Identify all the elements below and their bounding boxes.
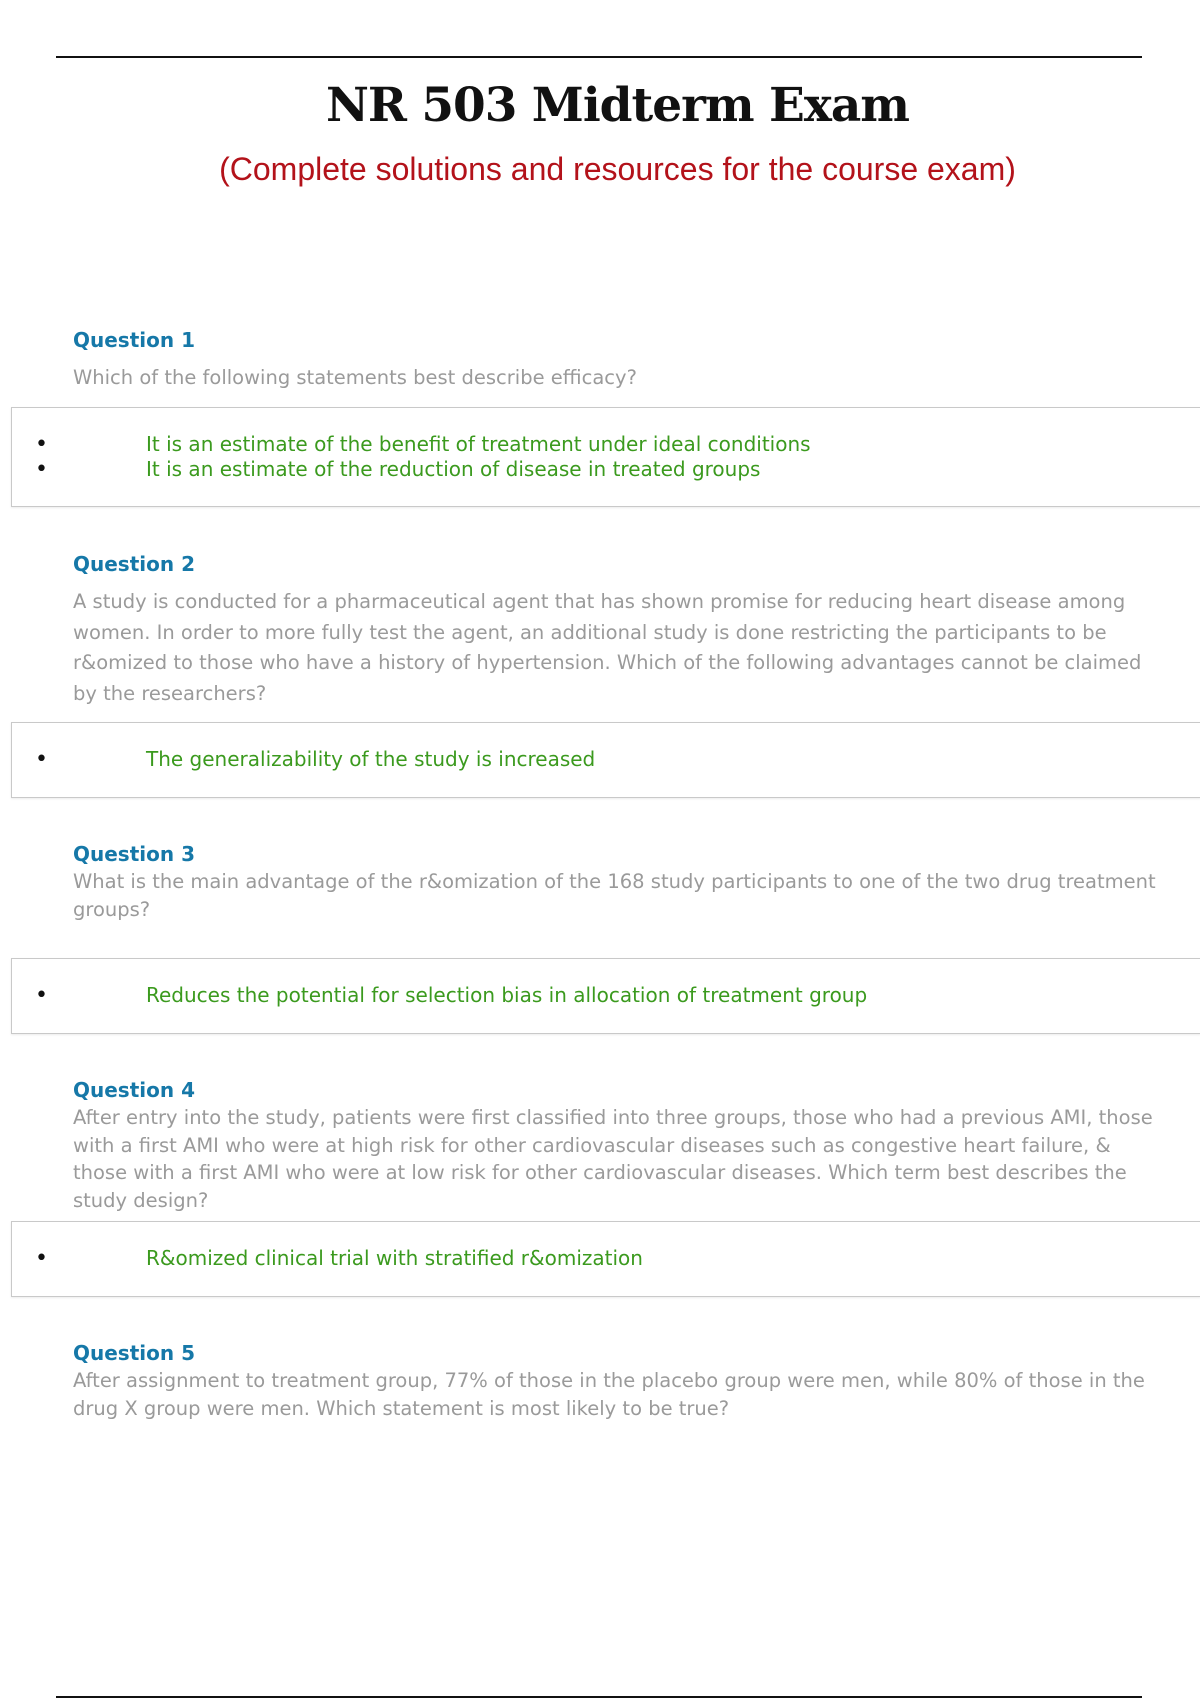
answer-item [12,1246,1200,1271]
answer-text: Reduces the potential for selection bias in allocation of treatment group [146,983,868,1007]
page-title: NR 503 Midterm Exam [325,78,910,133]
answer-text: It is an estimate of the benefit of treatment under ideal conditions [146,432,811,456]
question-3-text: What is the main advantage of the r&omization of the 168 study participants to one of the two drug treatment groups? [73,870,1156,921]
question-1-text: Which of the following statements best describe efficacy? [73,366,637,389]
answer-item [12,747,1200,772]
question-2-label: Question 2 [73,552,195,576]
bottom-rule [56,1696,1142,1698]
question-3-answer-box [11,958,1200,1034]
question-5-text: After assignment to treatment group, 77% of those in the placebo group were men, while 80% of those in the drug X group were men. Which statement is most likely to be true? [73,1369,1145,1420]
question-1-label: Question 1 [73,328,195,352]
bullet-icon: • [35,432,48,457]
question-4-label: Question 4 [73,1078,195,1102]
question-3-label: Question 3 [73,842,195,866]
top-rule [56,56,1142,58]
answer-item [12,457,1200,482]
question-2-answer-box [11,722,1200,798]
question-1-answer-box [11,407,1200,507]
question-5-label: Question 5 [73,1341,195,1365]
answer-item [12,983,1200,1008]
answer-text: R&omized clinical trial with stratified r&omization [146,1246,643,1270]
question-4-text: After entry into the study, patients were first classified into three groups, those who had a previous AMI, those with a first AMI who were at high risk for other cardiovascular diseases such as congestive heart failure, & those with a first AMI who were at low risk for other cardiovascular diseases. Which term best describes the study design? [73,1106,1153,1212]
page-subtitle: (Complete solutions and resources for the course exam) [219,151,1016,187]
answer-text: It is an estimate of the reduction of disease in treated groups [146,457,761,481]
bullet-icon: • [35,747,48,772]
bullet-icon: • [35,457,48,482]
answer-text: The generalizability of the study is increased [146,747,596,771]
bullet-icon: • [35,983,48,1008]
answer-item [12,432,1200,457]
question-2-text: A study is conducted for a pharmaceutical agent that has shown promise for reducing heart disease among women. In order to more fully test the agent, an additional study is done restricting the participants to be r&omized to those who have a history of hypertension. Which of the following advantages cannot be claimed by the researchers? [73,590,1142,705]
question-4-answer-box [11,1221,1200,1297]
bullet-icon: • [35,1246,48,1271]
